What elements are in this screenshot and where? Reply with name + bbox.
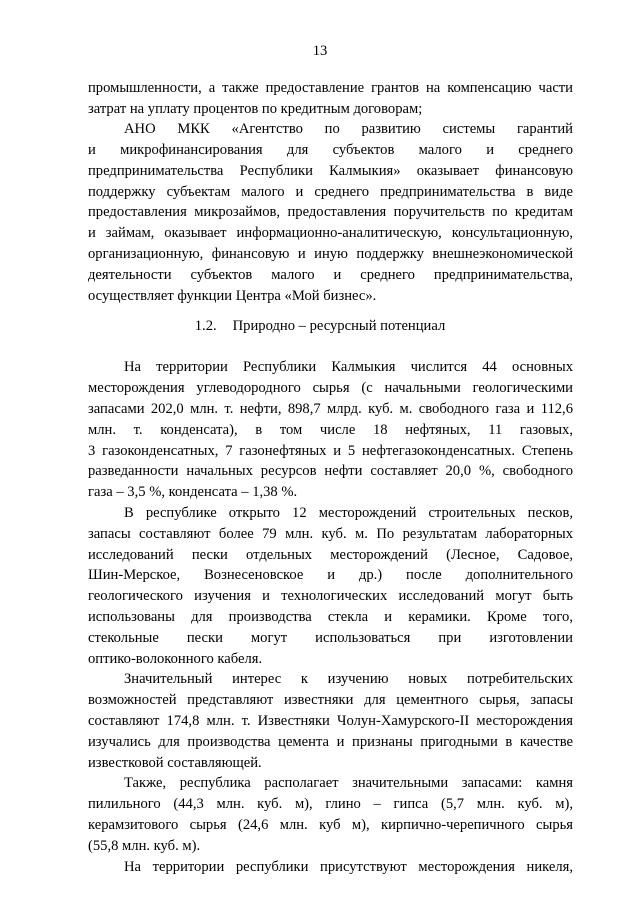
text-line: (55,8 млн. куб. м). [88,838,201,854]
page-number: 13 [312,43,328,59]
text-line: затрат на уплату процентов по кредитным договорам; [88,101,423,117]
text-line: известковой составляющей. [88,755,262,771]
text-line: предоставления микрозаймов, предоставления поручительств по кредитам [88,204,573,220]
text-line: разведанности начальных ресурсов нефти составляет 20,0 %, свободного [88,463,573,479]
text-line: изучались для производства цемента и признаны пригодными в качестве [88,734,573,750]
text-line: оптико-волоконного кабеля. [88,651,263,667]
text-line: поддержку субъектам малого и среднего предпринимательства в виде [88,184,573,200]
text-line: месторождения углеводородного сырья (с начальными геологическими [88,380,573,396]
text-line: и микрофинансирования для субъектов малого и среднего [88,142,573,158]
text-line: В республике открыто 12 месторождений строительных песков, [124,505,573,521]
section-title: Природно – ресурсный потенциал [232,318,446,334]
text-line: организационную, финансовую и иную поддержку внешнеэкономической [88,246,573,262]
text-line: составляют 174,8 млн. т. Известняки Чолун-Хамурского-II месторождения [88,713,573,729]
text-line: стекольные пески могут использоваться при изготовлении [88,630,573,646]
section-number: 1.2. [194,318,217,334]
text-line: На территории республики присутствуют месторождения никеля, [124,859,573,875]
text-line: осуществляет функции Центра «Мой бизнес». [88,288,377,304]
text-line: 3 газоконденсатных, 7 газонефтяных и 5 нефтегазоконденсатных. Степень [88,443,573,459]
section-heading [0,315,640,337]
text-line: На территории Республики Калмыкия числится 44 основных [124,359,573,375]
text-line: газа – 3,5 %, конденсата – 1,38 %. [88,484,298,500]
text-line: Шин-Мерское, Вознесеновское и др.) после дополнительного [88,567,573,583]
text-line: Значительный интерес к изучению новых потребительских [124,671,573,687]
text-line: возможностей представляют известняки для цементного сырья, запасы [88,692,573,708]
text-line: керамзитового сырья (24,6 млн. куб м), кирпично-черепичного сырья [88,817,573,833]
text-line: исследований пески отдельных месторождений (Лесное, Садовое, [88,547,573,563]
text-line: пилильного (44,3 млн. куб. м), глино – гипса (5,7 млн. куб. м), [88,796,573,812]
text-line: запасами 202,0 млн. т. нефти, 898,7 млрд. куб. м. свободного газа и 112,6 [88,401,573,417]
text-line: Также, республика располагает значительными запасами: камня [124,775,573,791]
text-line: использованы для производства стекла и керамики. Кроме того, [88,609,573,625]
text-line: предпринимательства Республики Калмыкия» оказывает финансовую [88,163,573,179]
text-line: деятельности субъектов малого и среднего предпринимательства, [88,267,573,283]
text-line: запасы составляют более 79 млн. куб. м. По результатам лабораторных [88,526,573,542]
text-line: промышленности, а также предоставление грантов на компенсацию части [88,80,573,96]
text-line: АНО МКК «Агентство по развитию системы гарантий [124,121,573,137]
text-line: млн. т. конденсата), в том числе 18 нефтяных, 11 газовых, [88,422,573,438]
text-line: и займам, оказывает информационно-аналитическую, консультационную, [88,225,573,241]
text-line: геологического изучения и технологических исследований могут быть [88,588,573,604]
